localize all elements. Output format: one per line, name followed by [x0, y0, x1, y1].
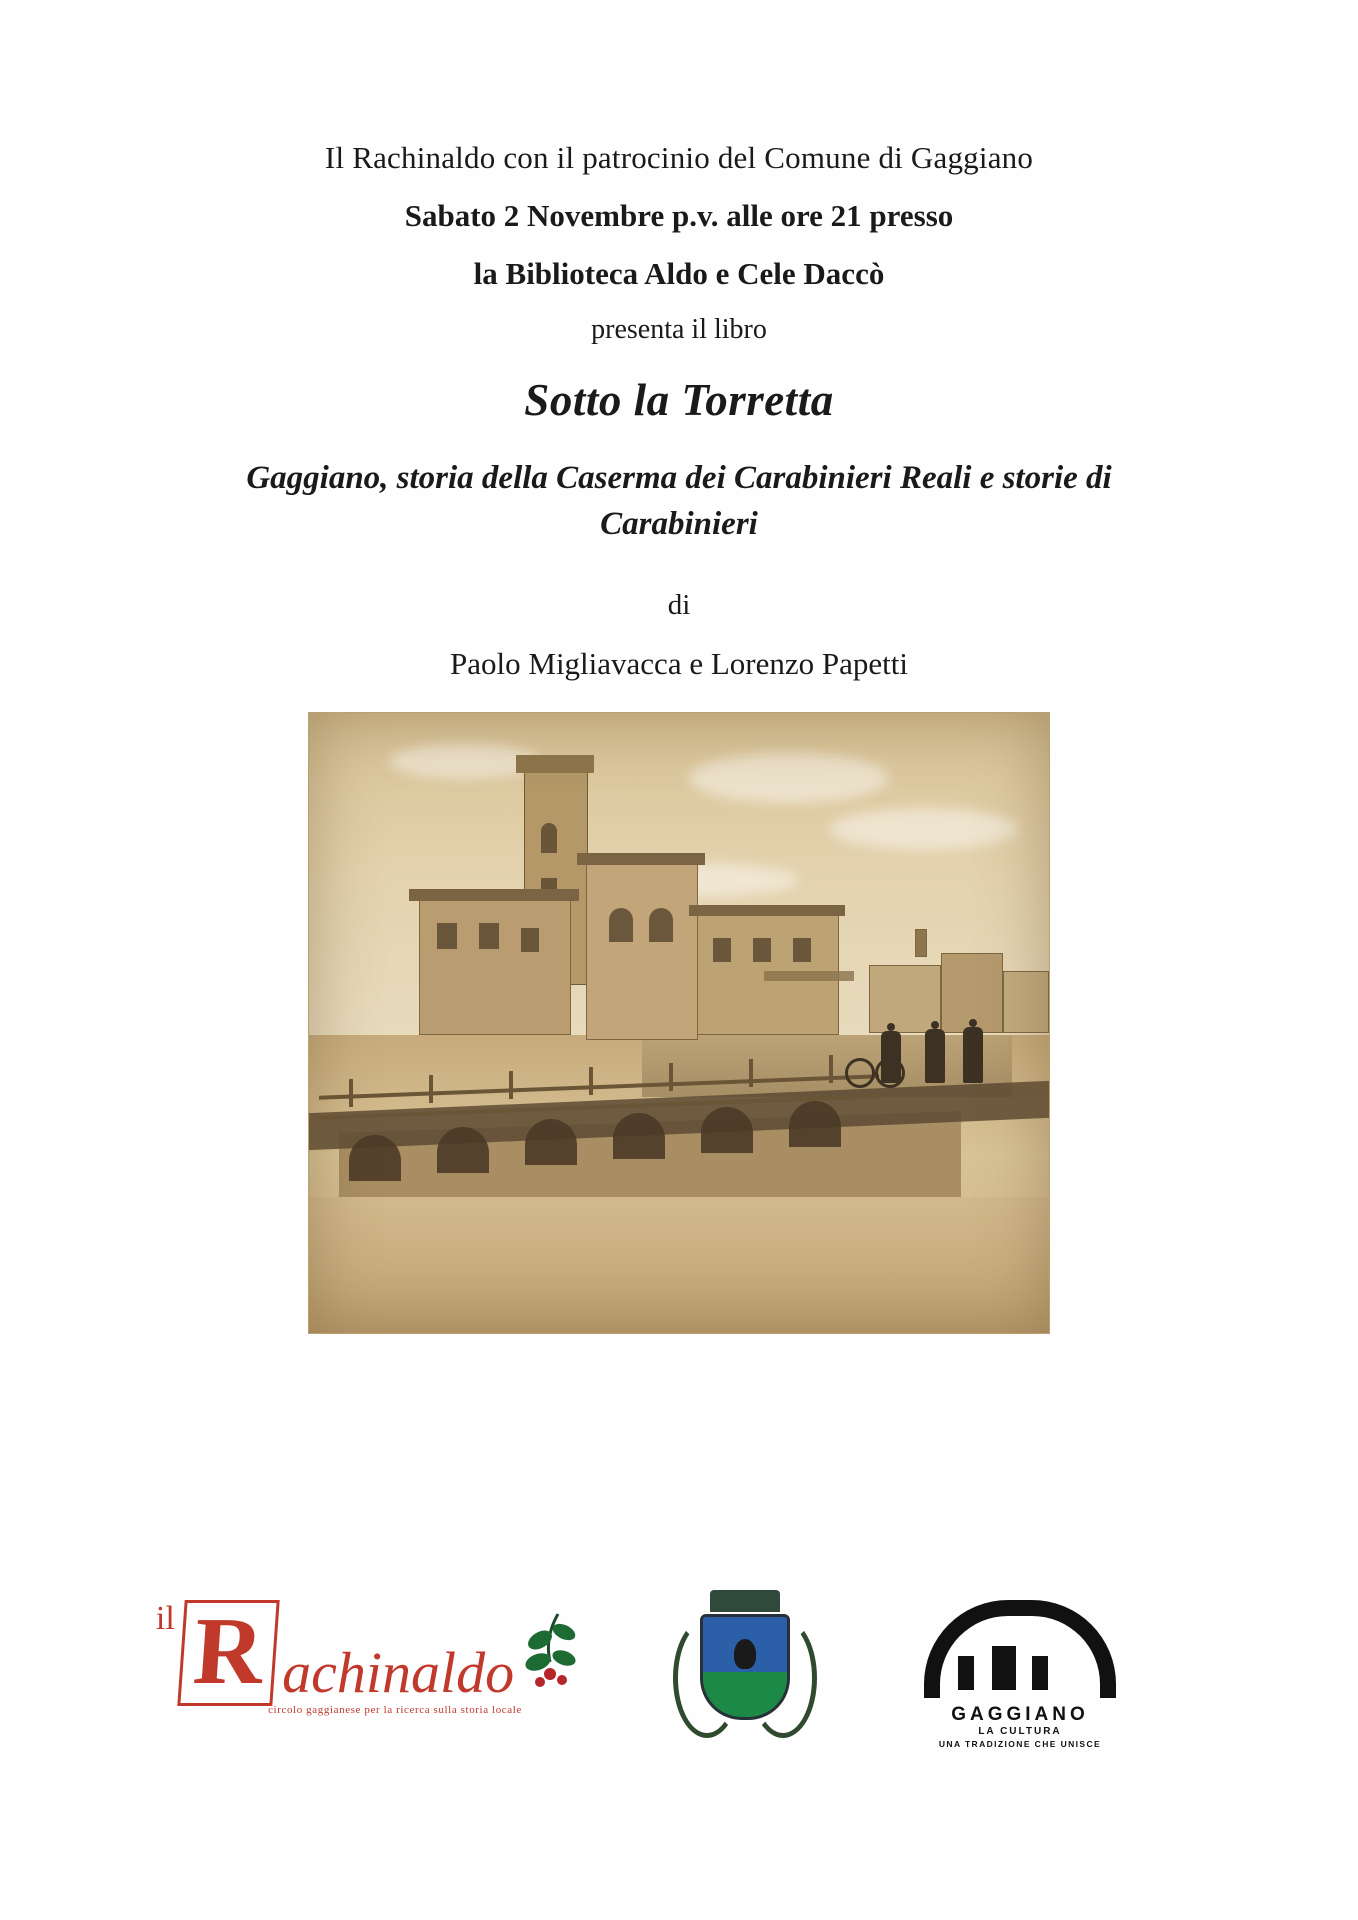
rachinaldo-tagline: circolo gaggianese per la ricerca sulla storia locale	[268, 1704, 522, 1716]
rachinaldo-article: il	[155, 1600, 175, 1637]
tower-window	[541, 823, 557, 853]
gaggiano-wordmark: GAGGIANO	[951, 1704, 1089, 1725]
bridge-arch	[349, 1135, 401, 1181]
house-left-roof	[409, 889, 579, 901]
venue-line: la Biblioteca Aldo e Cele Daccò	[473, 256, 885, 291]
gaggiano-arch-block	[958, 1656, 974, 1690]
bridge-arch	[789, 1101, 841, 1147]
far-bridge	[764, 971, 854, 981]
person-head	[931, 1021, 939, 1029]
flyer-header	[0, 0, 1358, 682]
logo-row	[0, 1590, 1358, 1790]
rachinaldo-monogram-icon: R	[177, 1600, 280, 1706]
bridge-arch	[525, 1119, 577, 1165]
chimney	[915, 929, 927, 957]
person-head	[887, 1023, 895, 1031]
house-center	[586, 863, 698, 1040]
authors-line: Paolo Migliavacca e Lorenzo Papetti	[450, 646, 908, 682]
person-figure	[963, 1027, 983, 1083]
railing-post	[829, 1055, 833, 1083]
cloud-icon	[829, 808, 1019, 850]
date-line: Sabato 2 Novembre p.v. alle ore 21 presso	[404, 198, 954, 233]
house-window	[479, 923, 499, 949]
house-window	[437, 923, 457, 949]
gaggiano-arch-block	[1032, 1656, 1048, 1690]
house-left	[419, 898, 571, 1035]
rachinaldo-wordmark: achinaldo	[282, 1640, 515, 1705]
presents-line: presenta il libro	[591, 314, 767, 345]
house-window	[753, 938, 771, 962]
house-window	[713, 938, 731, 962]
cover-photograph	[308, 712, 1050, 1334]
railing-post	[589, 1067, 593, 1095]
house-right-roof	[689, 905, 845, 916]
railing-post	[669, 1063, 673, 1091]
cloud-icon	[689, 753, 889, 803]
bridge-arch	[437, 1127, 489, 1173]
gaggiano-arch-icon	[924, 1600, 1116, 1698]
railing-post	[349, 1079, 353, 1107]
gaggiano-subtitle-2: UNA TRADIZIONE CHE UNISCE	[938, 1739, 1102, 1749]
village-building	[1003, 971, 1049, 1033]
tower-crenellation	[516, 755, 594, 773]
railing-post	[509, 1071, 513, 1099]
bicycle-wheel	[875, 1058, 905, 1088]
organizer-line: Il Rachinaldo con il patrocinio del Comune di Gaggiano	[324, 140, 1034, 175]
gaggiano-arch-block	[992, 1646, 1016, 1690]
leaf-sprig-icon	[520, 1610, 590, 1690]
bridge-arch	[701, 1107, 753, 1153]
person-head	[969, 1019, 977, 1027]
house-window	[649, 908, 673, 942]
photo-road	[309, 1197, 1049, 1333]
person-figure	[925, 1029, 945, 1083]
bicycle-wheel	[845, 1058, 875, 1088]
by-label: di	[667, 589, 691, 622]
railing-post	[749, 1059, 753, 1087]
book-subtitle: Gaggiano, storia della Caserma dei Carabinieri Reali e storie di Carabinieri	[246, 460, 1112, 542]
bridge-arch	[613, 1113, 665, 1159]
house-window	[793, 938, 811, 962]
gaggiano-subtitle-1: LA CULTURA	[978, 1726, 1062, 1737]
logo-comune-gaggiano	[655, 1590, 835, 1760]
crest-crown-icon	[710, 1590, 780, 1612]
house-window	[521, 928, 539, 952]
house-center-roof	[577, 853, 705, 865]
logo-gaggiano-cultura	[905, 1600, 1135, 1749]
house-window	[609, 908, 633, 942]
book-title: Sotto la Torretta	[524, 375, 834, 425]
crest-wreath-left-icon	[673, 1618, 741, 1738]
logo-rachinaldo	[120, 1597, 550, 1716]
railing-post	[429, 1075, 433, 1103]
crest-wreath-right-icon	[749, 1618, 817, 1738]
